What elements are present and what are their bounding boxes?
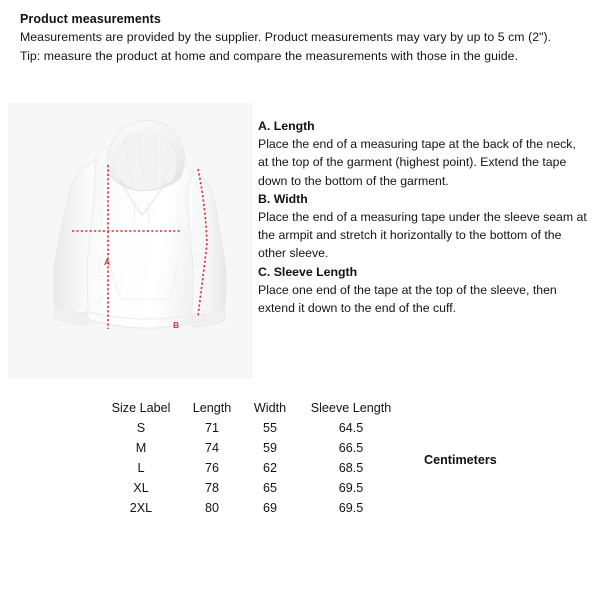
instruction-heading-b: B. Width	[258, 191, 308, 206]
instruction-body-c: Place one end of the tape at the top of the sleeve, then extend it down to the end of the cuff.	[258, 282, 557, 316]
cell-width: 65	[262, 481, 277, 495]
page-title: Product measurements	[20, 12, 161, 26]
cell-length: 71	[204, 421, 219, 435]
cell-width: 59	[262, 441, 277, 455]
instruction-body-a: Place the end of a measuring tape at the back of the neck, at the top of the garment (highest point). Extend the tape down to the bottom of the garment.	[258, 137, 576, 188]
hoodie-illustration-icon	[8, 103, 253, 379]
table-row	[100, 458, 404, 478]
header-block	[20, 11, 586, 65]
cell-size-label: XL	[133, 481, 149, 495]
measurement-tip: Tip: measure the product at home and compare the measurements with those in the guide.	[20, 48, 519, 63]
cell-length: 74	[204, 441, 219, 455]
table-row	[100, 438, 404, 458]
column-header-width: Width	[253, 401, 287, 415]
cell-sleeve-length: 64.5	[338, 421, 364, 435]
column-header-size-label: Size Label	[111, 401, 171, 415]
cell-size-label: 2XL	[129, 501, 153, 515]
table-row	[100, 418, 404, 438]
cell-length: 80	[204, 501, 219, 515]
measure-marker-b: B	[173, 320, 180, 330]
product-diagram-panel	[8, 103, 253, 379]
cell-length: 76	[204, 461, 219, 475]
column-header-sleeve-length: Sleeve Length	[310, 401, 392, 415]
table-row	[100, 498, 404, 518]
cell-size-label: S	[136, 421, 146, 435]
measurement-disclaimer: Measurements are provided by the supplier. Product measurements may vary by up to 5 cm (2").	[20, 30, 552, 44]
cell-width: 55	[262, 421, 277, 435]
cell-sleeve-length: 68.5	[338, 461, 364, 475]
cell-width: 62	[262, 461, 277, 475]
cell-length: 78	[204, 481, 219, 495]
column-header-length: Length	[192, 401, 232, 415]
cell-sleeve-length: 69.5	[338, 501, 364, 515]
size-table	[100, 398, 404, 518]
measure-marker-a: A	[104, 257, 111, 267]
unit-label: Centimeters	[424, 453, 497, 467]
table-row	[100, 478, 404, 498]
measurement-instructions	[258, 117, 588, 317]
cell-size-label: L	[137, 461, 145, 475]
diagram-and-instructions	[0, 103, 600, 379]
cell-width: 69	[262, 501, 277, 515]
instruction-heading-a: A. Length	[258, 119, 315, 133]
cell-size-label: M	[135, 441, 147, 455]
cell-sleeve-length: 69.5	[338, 481, 364, 495]
cell-sleeve-length: 66.5	[338, 441, 364, 455]
instruction-heading-c: C. Sleeve Length	[258, 264, 358, 279]
instruction-body-b: Place the end of a measuring tape under the sleeve seam at the armpit and stretch it horizontally to the bottom of the other sleeve.	[258, 209, 587, 261]
table-header-row	[100, 398, 404, 418]
